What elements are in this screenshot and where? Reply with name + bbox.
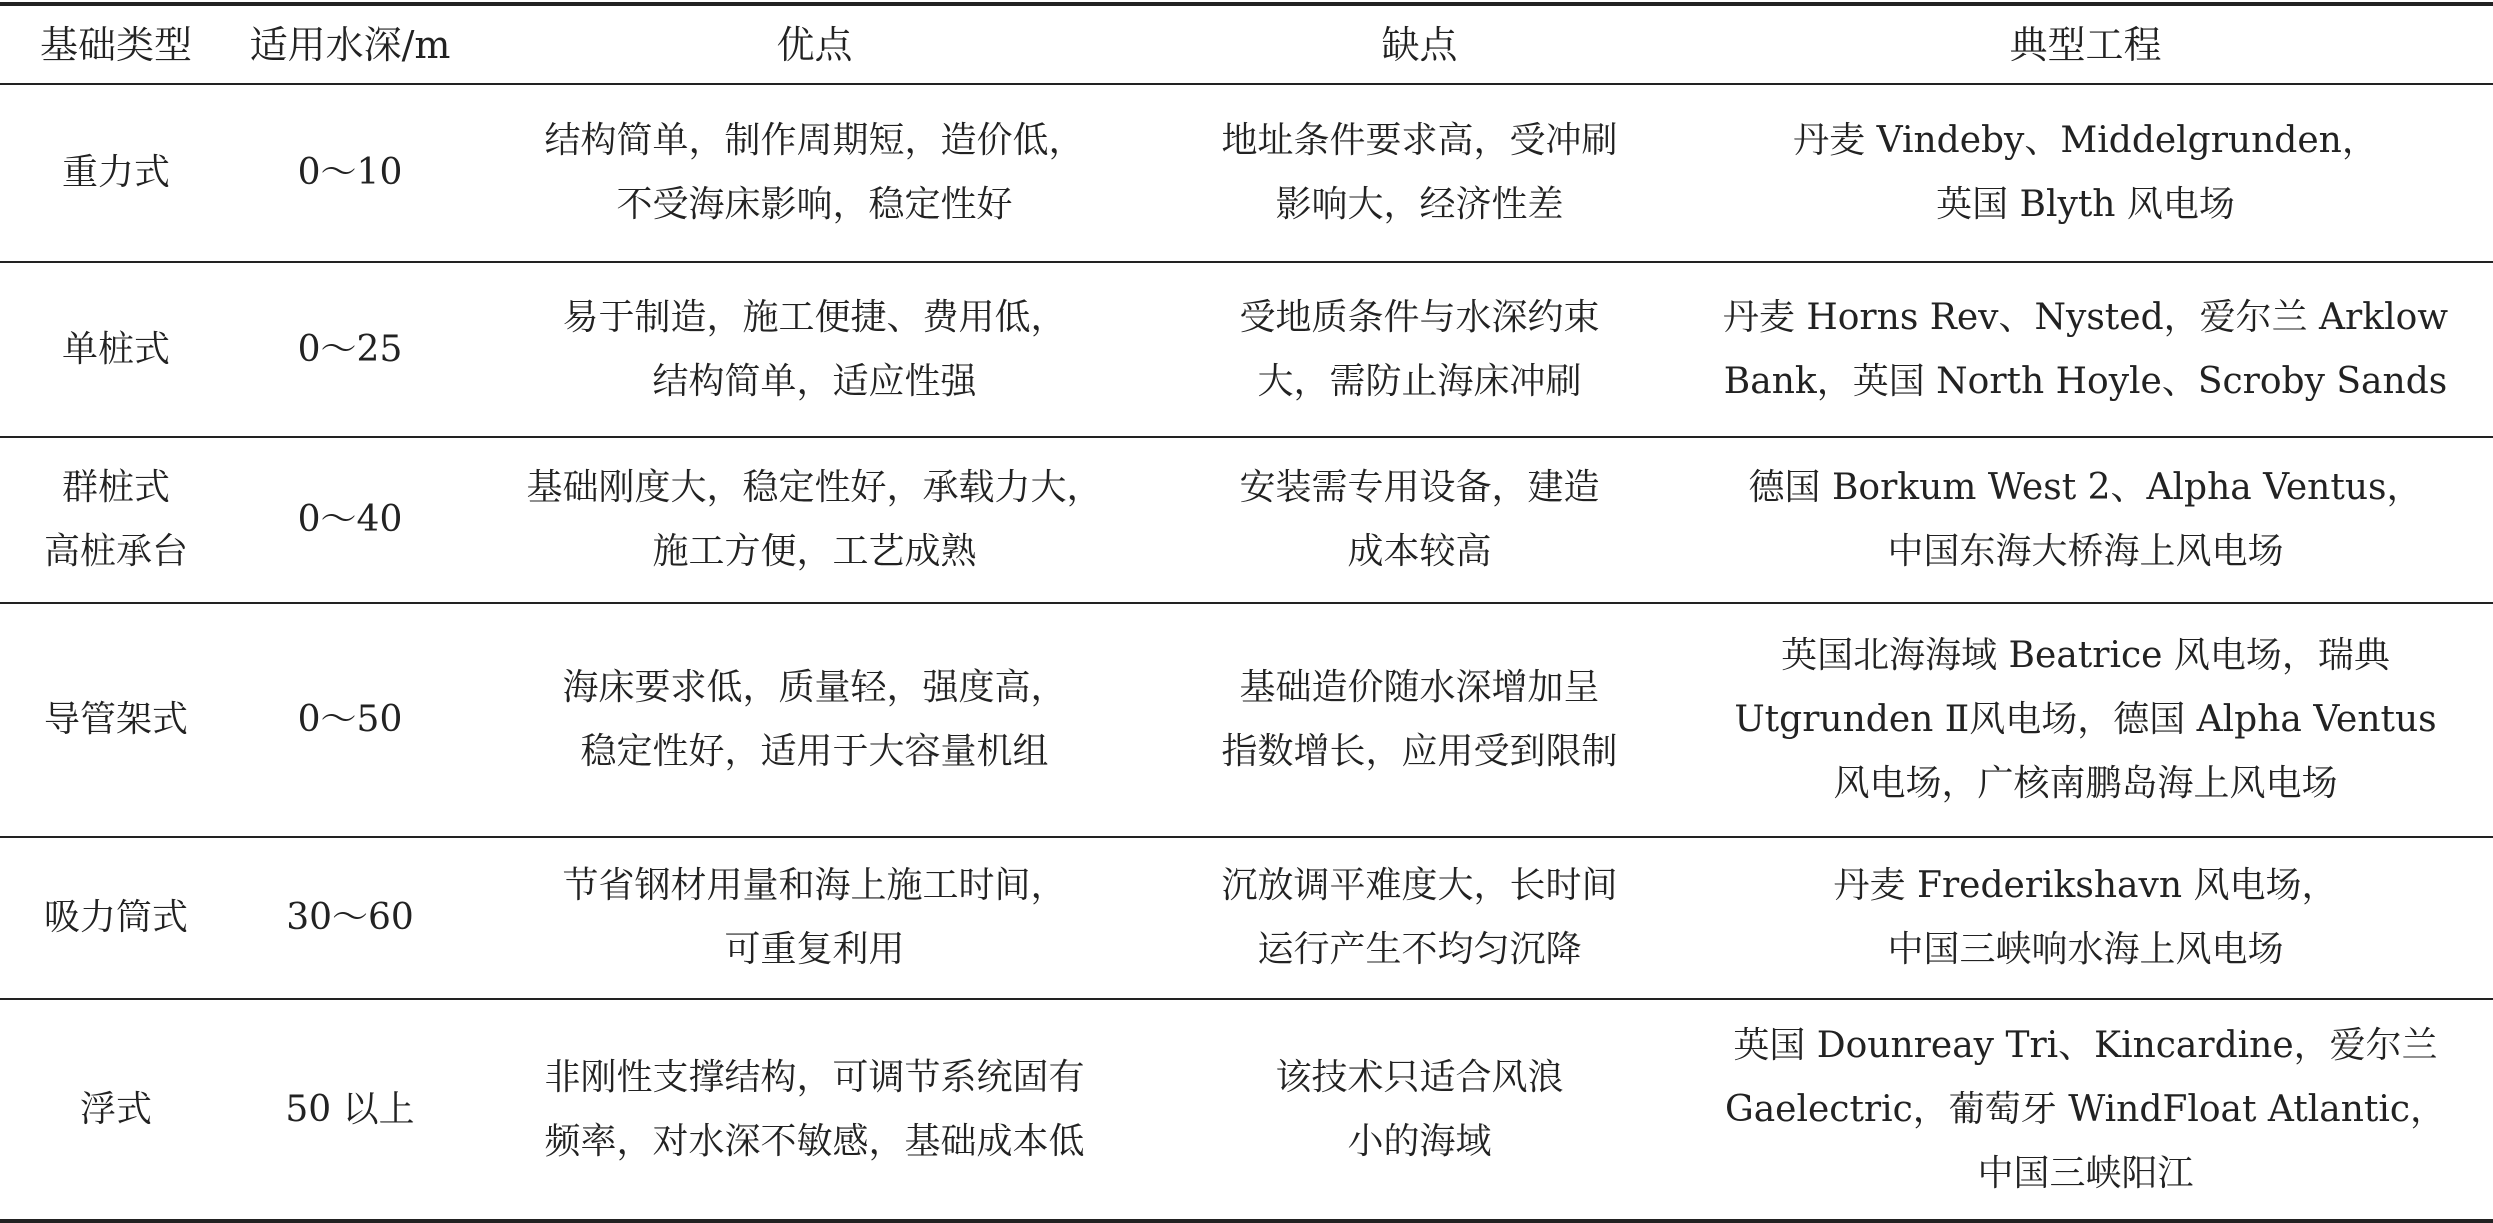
foundation-comparison-table [0, 2, 2493, 1223]
table-row [0, 999, 2493, 1221]
cell-disadvantages: 安装需专用设备，建造 成本较高 [1161, 437, 1678, 603]
cell-water-depth: 0～50 [232, 603, 468, 837]
cell-disadvantages: 地址条件要求高，受冲刷 影响大，经济性差 [1161, 84, 1678, 262]
cell-typical-projects: 英国 Dounreay Tri、Kincardine，爱尔兰 Gaelectric，葡萄牙 WindFloat Atlantic， 中国三峡阳江 [1678, 999, 2493, 1221]
cell-disadvantages: 基础造价随水深增加呈 指数增长，应用受到限制 [1161, 603, 1678, 837]
cell-foundation-type: 导管架式 [0, 603, 232, 837]
cell-advantages: 易于制造，施工便捷、费用低， 结构简单，适应性强 [468, 262, 1161, 437]
cell-advantages: 非刚性支撑结构，可调节系统固有 频率，对水深不敏感，基础成本低 [468, 999, 1161, 1221]
header-typical-projects: 典型工程 [1678, 4, 2493, 84]
cell-foundation-type: 单桩式 [0, 262, 232, 437]
cell-typical-projects: 丹麦 Horns Rev、Nysted，爱尔兰 Arklow Bank，英国 North Hoyle、Scroby Sands [1678, 262, 2493, 437]
cell-typical-projects: 丹麦 Frederikshavn 风电场， 中国三峡响水海上风电场 [1678, 837, 2493, 999]
table-header-row [0, 4, 2493, 84]
cell-advantages: 海床要求低，质量轻，强度高， 稳定性好，适用于大容量机组 [468, 603, 1161, 837]
table-row [0, 837, 2493, 999]
cell-foundation-type: 群桩式 高桩承台 [0, 437, 232, 603]
cell-foundation-type: 吸力筒式 [0, 837, 232, 999]
cell-advantages: 节省钢材用量和海上施工时间， 可重复利用 [468, 837, 1161, 999]
header-disadvantages: 缺点 [1161, 4, 1678, 84]
table-row [0, 84, 2493, 262]
cell-disadvantages: 该技术只适合风浪 小的海域 [1161, 999, 1678, 1221]
table-row [0, 437, 2493, 603]
header-water-depth: 适用水深/m [232, 4, 468, 84]
cell-water-depth: 50 以上 [232, 999, 468, 1221]
cell-advantages: 结构简单，制作周期短，造价低， 不受海床影响，稳定性好 [468, 84, 1161, 262]
table-row [0, 262, 2493, 437]
cell-advantages: 基础刚度大，稳定性好，承载力大， 施工方便，工艺成熟 [468, 437, 1161, 603]
cell-foundation-type: 浮式 [0, 999, 232, 1221]
cell-disadvantages: 受地质条件与水深约束 大，需防止海床冲刷 [1161, 262, 1678, 437]
table-row [0, 603, 2493, 837]
cell-water-depth: 0～40 [232, 437, 468, 603]
cell-foundation-type: 重力式 [0, 84, 232, 262]
header-foundation-type: 基础类型 [0, 4, 232, 84]
cell-water-depth: 0～25 [232, 262, 468, 437]
cell-typical-projects: 德国 Borkum West 2、Alpha Ventus， 中国东海大桥海上风电场 [1678, 437, 2493, 603]
cell-typical-projects: 英国北海海域 Beatrice 风电场，瑞典 Utgrunden Ⅱ风电场，德国 Alpha Ventus 风电场，广核南鹏岛海上风电场 [1678, 603, 2493, 837]
header-advantages: 优点 [468, 4, 1161, 84]
cell-disadvantages: 沉放调平难度大，长时间 运行产生不均匀沉降 [1161, 837, 1678, 999]
cell-water-depth: 30～60 [232, 837, 468, 999]
cell-typical-projects: 丹麦 Vindeby、Middelgrunden， 英国 Blyth 风电场 [1678, 84, 2493, 262]
cell-water-depth: 0～10 [232, 84, 468, 262]
